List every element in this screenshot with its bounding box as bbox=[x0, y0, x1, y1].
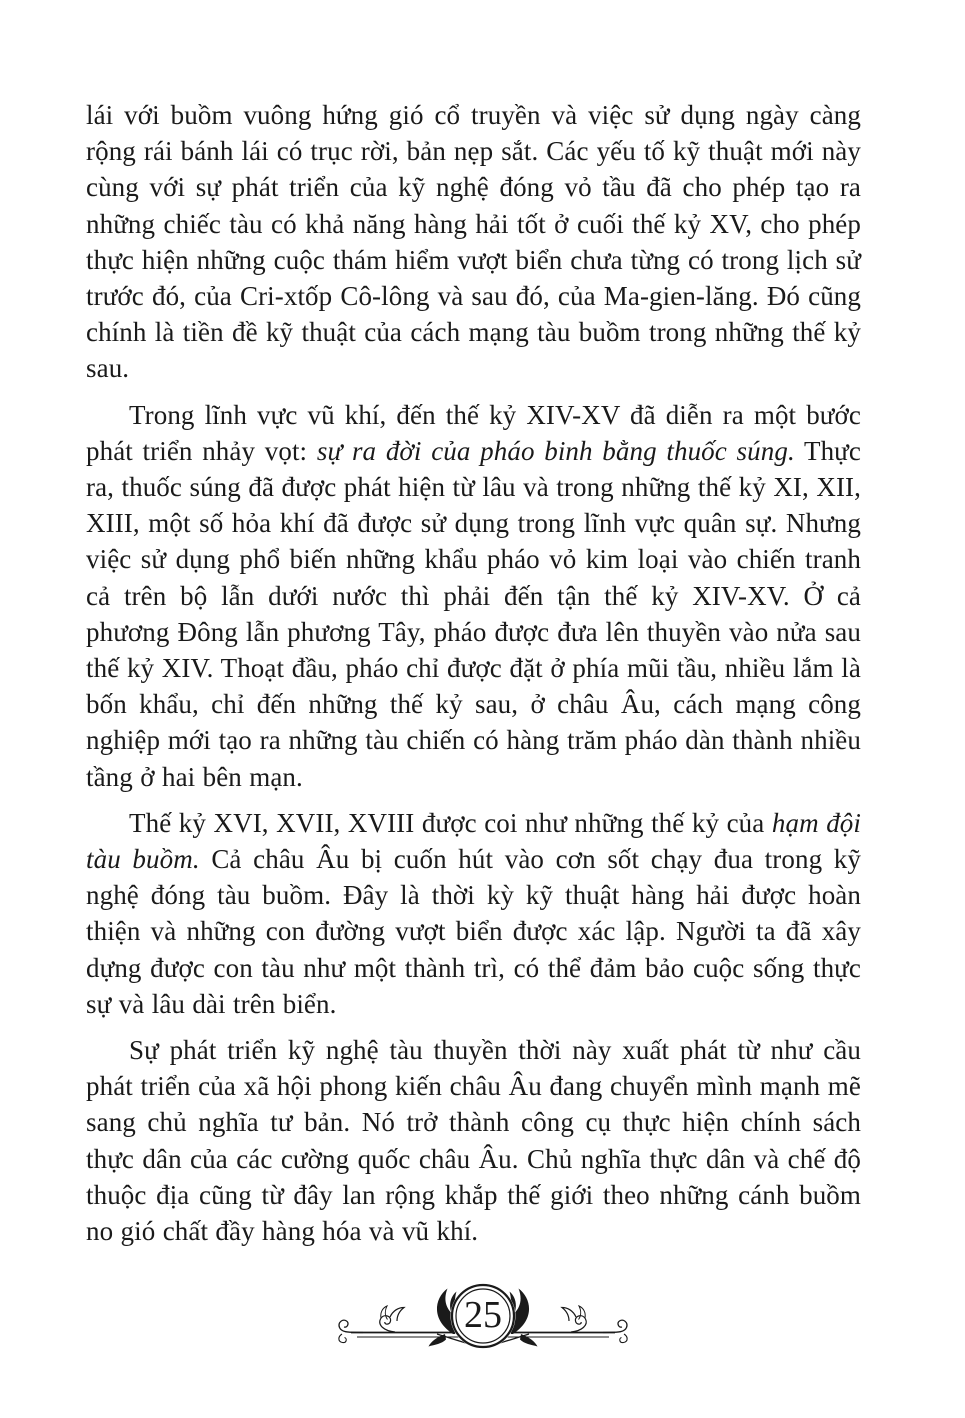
text-run: Thế kỷ XVI, XVII, XVIII được coi như những thế kỷ của bbox=[129, 807, 772, 838]
paragraph bbox=[86, 805, 861, 1022]
page-footer bbox=[0, 1277, 965, 1367]
text-run: Sự phát triển kỹ nghệ tàu thuyền thời này xuất phát từ như cầu phát triển của xã hội phong kiến châu Âu đang chuyển mình mạnh mẽ sang chủ nghĩa tư bản. Nó trở thành công cụ thực hiện chính sách thực dân của các cường quốc châu Âu. Chủ nghĩa thực dân và chế độ thuộc địa cũng từ đây lan rộng khắp thế giới theo những cánh buồm no gió chất đầy hàng hóa và vũ khí. bbox=[86, 1035, 861, 1247]
text-run: Cả châu Âu bị cuốn hút vào cơn sốt chạy đua trong kỹ nghệ đóng tàu buồm. Đây là thời kỳ kỹ thuật hàng hải được hoàn thiện và những con đường vượt biển được xác lập. Người ta đã xây dựng được con tàu như một thành trì, có thể đảm bảo cuộc sống thực sự và lâu dài trên biển. bbox=[86, 844, 861, 1019]
page-text bbox=[86, 97, 861, 1259]
footer-ornament-icon bbox=[333, 1277, 633, 1357]
text-run: lái với buồm vuông hứng gió cổ truyền và việc sử dụng ngày càng rộng rái bánh lái có trục rời, bản nẹp sắt. Các yếu tố kỹ thuật mới này cùng với sự phát triển của kỹ nghệ đóng vỏ tầu đã cho phép tạo ra những chiếc tàu có khả năng hàng hải tốt ở cuối thế kỷ XV, cho phép thực hiện những cuộc thám hiểm vượt biển chưa từng có trong lịch sử trước đó, của Cri-xtốp Cô-lông và sau đó, của Ma-gien-lăng. Đó cũng chính là tiền đề kỹ thuật của cách mạng tàu buồm trong những thế kỷ sau. bbox=[86, 100, 861, 384]
text-run-italic: sự ra đời của pháo binh bằng thuốc súng. bbox=[316, 435, 795, 466]
text-run: Trong lĩnh vực vũ khí, đến thế kỷ XIV-XV đã diễn ra một bước phát triển nhảy vọt: bbox=[86, 399, 861, 466]
paragraph bbox=[86, 397, 861, 795]
text-run-italic: hạm đội tàu buồm. bbox=[86, 807, 862, 875]
text-run: Thực ra, thuốc súng đã được phát hiện từ lâu và trong những thế kỷ XI, XII, XIII, một số hỏa khí đã được sử dụng trong lĩnh vực quân sự. Nhưng việc sử dụng phổ biến những khẩu pháo vỏ kim loại vào chiến tranh cả trên bộ lẫn dưới nước thì phải đến tận thế kỷ XIV-XV. Ở cả phương Đông lẫn phương Tây, pháo được đưa lên thuyền vào nửa sau thế kỷ XIV. Thoạt đầu, pháo chỉ được đặt ở phía mũi tầu, nhiều lắm là bốn khẩu, chỉ đến những thế kỷ sau, ở châu Âu, cách mạng công nghiệp mới tạo ra những tàu chiến có hàng trăm pháo dàn thành nhiều tầng ở hai bên mạn. bbox=[86, 435, 861, 792]
page-number: 25 bbox=[463, 1294, 502, 1336]
paragraph bbox=[86, 97, 861, 387]
paragraph bbox=[86, 1032, 861, 1249]
